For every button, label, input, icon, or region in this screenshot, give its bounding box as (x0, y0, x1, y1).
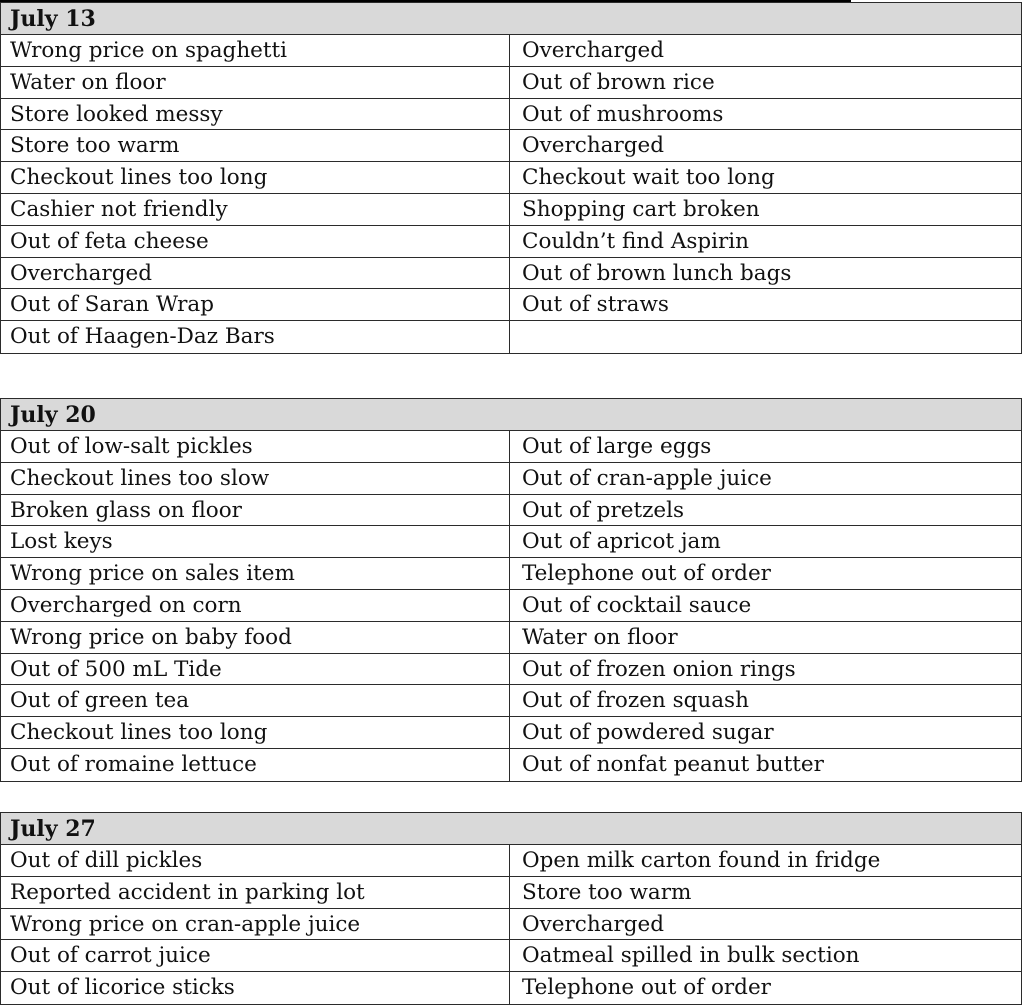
complaint-cell-left: Out of licorice sticks (1, 972, 510, 1004)
table-row (1, 622, 1021, 654)
complaint-cell-right: Telephone out of order (522, 561, 771, 587)
complaint-cell-left: Checkout lines too long (1, 162, 510, 193)
complaint-cell-left: Out of green tea (1, 685, 510, 716)
complaint-cell-right (510, 321, 1021, 353)
complaint-cell-right: Water on floor (522, 624, 678, 650)
section-date-header: July 27 (1, 813, 1021, 845)
table-row (1, 590, 1021, 622)
complaint-cell-right: Out of nonfat peanut butter (522, 751, 824, 777)
table-row (1, 909, 1021, 941)
complaint-cell-right: Out of apricot jam (522, 529, 721, 555)
table-row (1, 685, 1021, 717)
complaint-cell-left: Overcharged (1, 258, 510, 289)
complaint-cell-right: Out of frozen squash (522, 688, 749, 714)
table-row (1, 654, 1021, 686)
table-row (1, 526, 1021, 558)
complaint-cell-left: Out of carrot juice (1, 940, 510, 971)
complaint-cell-right: Checkout wait too long (522, 165, 775, 191)
complaint-cell-left: Cashier not friendly (1, 194, 510, 225)
table-row (1, 495, 1021, 527)
complaint-cell-left: Out of Saran Wrap (1, 289, 510, 320)
complaint-cell-right: Out of straws (522, 292, 669, 318)
table-row (1, 289, 1021, 321)
complaint-cell-left: Water on floor (1, 67, 510, 98)
complaint-cell-left: Checkout lines too slow (1, 463, 510, 494)
complaint-cell-left: Wrong price on spaghetti (1, 35, 510, 66)
complaint-cell-right: Overcharged (522, 911, 665, 937)
table-row (1, 877, 1021, 909)
complaint-cell-right: Out of cran-apple juice (522, 465, 772, 491)
complaint-cell-left: Reported accident in parking lot (1, 877, 510, 908)
table-row (1, 940, 1021, 972)
complaint-rows (1, 35, 1021, 353)
complaint-cell-right: Oatmeal spilled in bulk section (522, 943, 860, 969)
complaint-cell-left: Out of 500 mL Tide (1, 654, 510, 685)
table-row (1, 717, 1021, 749)
complaint-cell-right: Shopping cart broken (522, 196, 760, 222)
complaint-cell-left: Store looked messy (1, 99, 510, 130)
complaint-cell-left: Out of feta cheese (1, 226, 510, 257)
complaint-cell-left: Out of dill pickles (1, 845, 510, 876)
complaint-cell-right: Out of pretzels (522, 497, 685, 523)
complaint-cell-left: Lost keys (1, 526, 510, 557)
table-row (1, 972, 1021, 1004)
complaint-rows (1, 845, 1021, 1004)
complaint-cell-right: Telephone out of order (522, 975, 771, 1001)
complaint-cell-right: Out of brown lunch bags (522, 260, 792, 286)
complaint-cell-left: Wrong price on sales item (1, 558, 510, 589)
complaint-cell-right: Out of brown rice (522, 69, 715, 95)
table-row (1, 845, 1021, 877)
complaint-cell-right: Out of mushrooms (522, 101, 724, 127)
table-row (1, 194, 1021, 226)
complaints-table-july-27 (0, 812, 1022, 1005)
table-row (1, 321, 1021, 353)
complaint-cell-right: Overcharged (522, 133, 665, 159)
complaint-cell-left: Wrong price on baby food (1, 622, 510, 653)
complaint-cell-left: Wrong price on cran-apple juice (1, 909, 510, 940)
complaint-cell-left: Overcharged on corn (1, 590, 510, 621)
table-row (1, 67, 1021, 99)
table-row (1, 35, 1021, 67)
table-row (1, 749, 1021, 781)
complaints-table-july-20 (0, 398, 1022, 782)
complaint-rows (1, 431, 1021, 781)
complaint-cell-right: Out of large eggs (522, 434, 712, 459)
complaint-cell-right: Couldn’t find Aspirin (522, 228, 750, 254)
complaint-cell-right: Open milk carton found in fridge (522, 848, 881, 873)
table-row (1, 162, 1021, 194)
complaint-cell-right: Overcharged (522, 38, 665, 63)
complaint-cell-left: Store too warm (1, 130, 510, 161)
complaint-cell-left: Out of romaine lettuce (1, 749, 510, 781)
complaint-cell-left: Checkout lines too long (1, 717, 510, 748)
complaint-cell-right: Out of cocktail sauce (522, 592, 752, 618)
complaint-cell-right: Out of powdered sugar (522, 720, 774, 746)
table-row (1, 431, 1021, 463)
table-row (1, 226, 1021, 258)
table-row (1, 99, 1021, 131)
table-row (1, 558, 1021, 590)
table-row (1, 130, 1021, 162)
table-row (1, 258, 1021, 290)
complaint-cell-left: Out of Haagen-Daz Bars (1, 321, 510, 353)
complaint-cell-left: Broken glass on floor (1, 495, 510, 526)
table-row (1, 463, 1021, 495)
complaint-cell-left: Out of low-salt pickles (1, 431, 510, 462)
complaint-cell-right: Out of frozen onion rings (522, 656, 796, 682)
complaint-cell-right: Store too warm (522, 879, 692, 905)
complaints-table-july-13 (0, 2, 1022, 354)
section-date-header: July 20 (1, 399, 1021, 431)
section-date-header: July 13 (1, 3, 1021, 35)
